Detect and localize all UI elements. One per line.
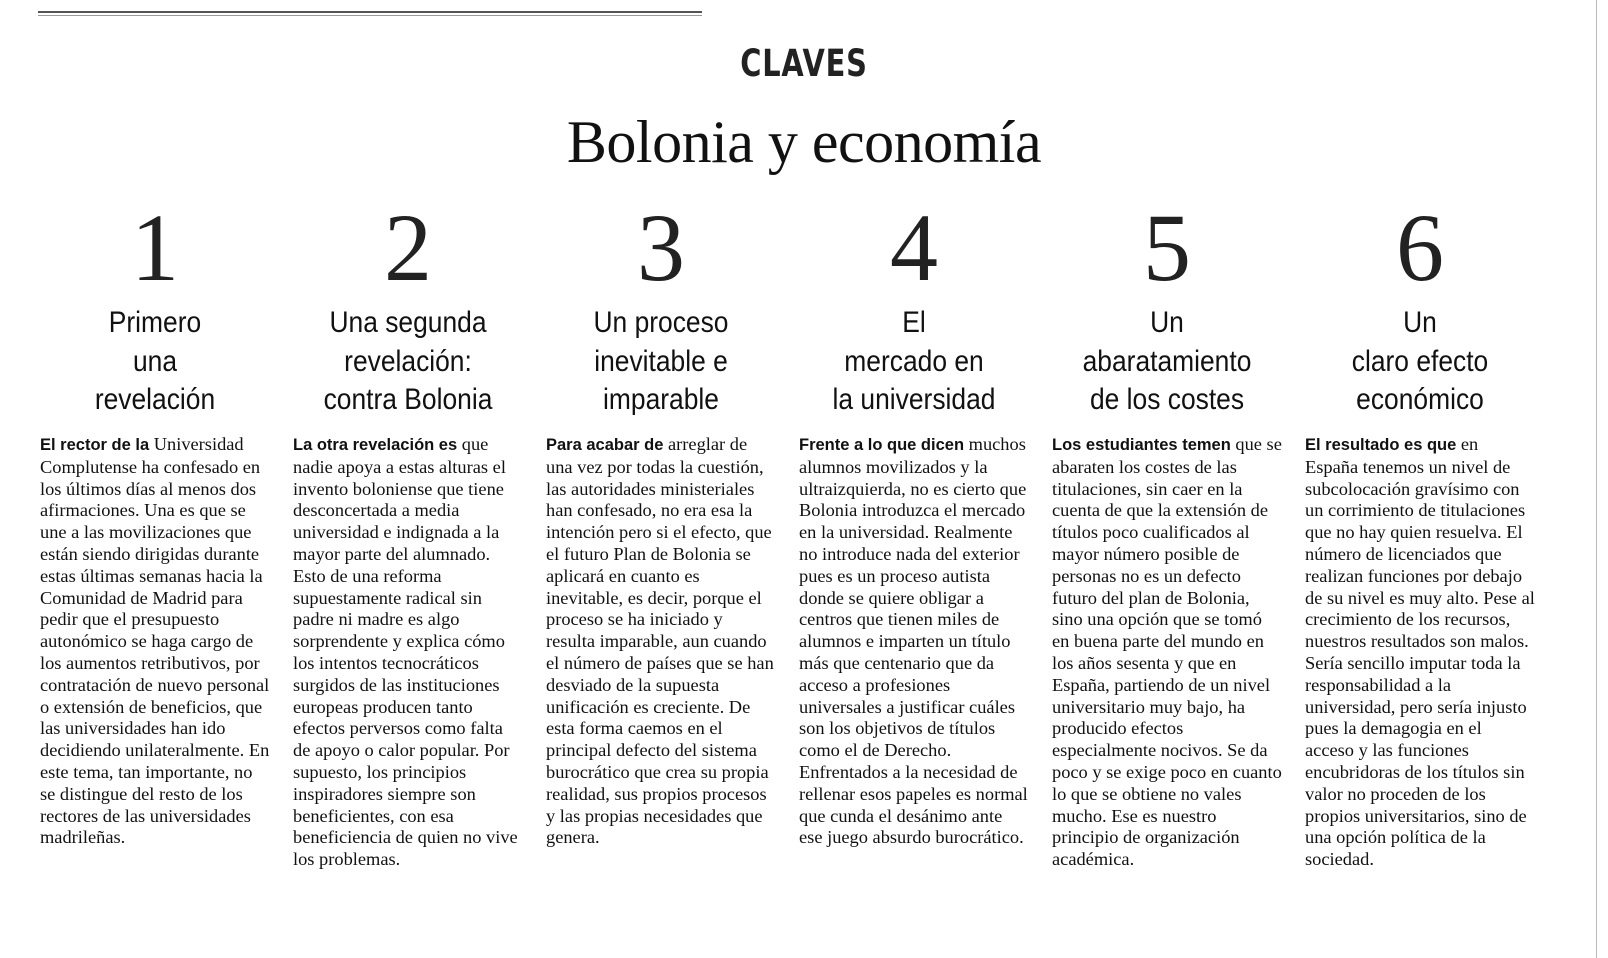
key-title-line: económico	[1356, 383, 1484, 416]
key-column-5	[1052, 194, 1282, 871]
key-title	[1319, 304, 1521, 430]
top-rule	[38, 11, 702, 13]
key-title-line: una	[132, 344, 178, 378]
key-lead-in: Los estudiantes temen	[1052, 436, 1231, 454]
key-title-line: Un	[1403, 306, 1437, 339]
key-title-line: Un	[1150, 306, 1184, 339]
headline: Bolonia y economía	[566, 109, 1042, 175]
key-title-line: revelación	[94, 383, 216, 416]
key-title-line: contra Bolonia	[323, 383, 493, 416]
key-number: 1	[131, 194, 179, 301]
key-title-line: Una segunda	[329, 306, 487, 339]
key-lead-in: Frente a lo que dicen	[799, 436, 965, 454]
top-rule-thin	[38, 15, 702, 16]
key-number: 5	[1143, 194, 1191, 301]
key-lead-in: Para acabar de	[546, 436, 664, 454]
key-text: en España tenemos un nivel de subcolocación gravísimo con un corrimiento de titulaciones que no hay quien resuelva. El número de licenciados que realizan funciones por debajo de su nivel es muy alto. Pese al crecimiento de los recursos, nuestros resultados son malos. Sería sencillo imputar toda la responsabilidad a la universidad, pero sería injusto pues la demagogia en el acceso y las funciones encubridoras de los títulos sin valor no proceden de los propios universitarios, sino de una opción política de la sociedad.	[1305, 434, 1535, 870]
key-title	[307, 304, 509, 430]
key-column-4	[799, 194, 1029, 849]
key-lead-in: El rector de la	[40, 436, 150, 454]
key-body	[293, 434, 523, 871]
key-column-1	[40, 194, 270, 849]
key-text: arreglar de una vez por todas la cuestión, las autoridades ministeriales han confesado, no era esa la intención pero si el efecto, que el futuro Plan de Bolonia se aplicará en cuanto es inevitable, es decir, porque el proceso se ha iniciado y resulta imparable, aun cuando el número de países que se han desviado de la supuesta unificación es creciente. De esta forma caemos en el principal defecto del sistema burocrático que crea su propia realidad, sus propios procesos y las propias necesidades que genera.	[546, 434, 774, 848]
key-title	[54, 304, 256, 430]
key-body	[799, 434, 1029, 849]
key-title-line: El	[902, 306, 926, 339]
key-title	[813, 304, 1015, 430]
key-title-line: la universidad	[832, 383, 996, 416]
key-title-line: claro efecto	[1351, 344, 1489, 378]
key-body	[40, 434, 270, 849]
key-number: 4	[890, 194, 938, 301]
key-column-3	[546, 194, 776, 849]
section-kicker: CLAVES	[740, 42, 868, 85]
key-column-2	[293, 194, 523, 871]
key-column-6	[1305, 194, 1535, 871]
key-number: 2	[384, 194, 432, 301]
key-title-line: abaratamiento	[1082, 344, 1252, 378]
key-title	[1066, 304, 1268, 430]
key-number: 6	[1396, 194, 1444, 301]
key-text: que nadie apoya a estas alturas el invento boloniense que tiene desconcertada a media universidad e indignada a la mayor parte del alumnado. Esto de una reforma supuestamente radical sin padre ni madre es algo sorprendente y explica cómo los intentos tecnocráticos surgidos de las instituciones europeas producen tanto efectos perversos como falta de apoyo o calor popular. Por supuesto, los principios inspiradores siempre son beneficientes, con esa beneficiencia de quien no vive los problemas.	[293, 434, 518, 870]
key-title-line: Un proceso	[593, 306, 729, 339]
key-lead-in: El resultado es que	[1305, 436, 1457, 454]
key-title-line: de los costes	[1089, 383, 1245, 416]
key-title	[560, 304, 762, 430]
key-body	[1305, 434, 1535, 871]
key-title-line: mercado en	[844, 344, 984, 378]
key-body	[546, 434, 776, 849]
key-body	[1052, 434, 1282, 871]
key-text: muchos alumnos movilizados y la ultraizquierda, no es cierto que Bolonia introduzca el mercado en la universidad. Realmente no introduce nada del exterior pues es un proceso autista donde se quiere obligar a centros que tienen miles de alumnos e imparten un título más que centenario que da acceso a profesiones universales a justificar cuáles son los objetivos de títulos como el de Derecho. Enfrentados a la necesidad de rellenar esos papeles es normal que cunda el desánimo ante ese juego absurdo burocrático.	[799, 434, 1028, 848]
key-title-line: imparable	[603, 383, 719, 416]
key-number: 3	[637, 194, 685, 301]
key-text: que se abaraten los costes de las titulaciones, sin caer en la cuenta de que la extensión de títulos poco cualificados al mayor número posible de personas no es un defecto futuro del plan de Bolonia, sino una opción que se tomó en buena parte del mundo en los años sesenta y que en España, partiendo de un nivel universitario muy bajo, ha producido efectos especialmente nocivos. Se da poco y se exige poco en cuanto lo que se obtiene no vales mucho. Ese es nuestro principio de organización académica.	[1052, 434, 1282, 870]
key-title-line: Primero	[108, 306, 202, 339]
key-text: Universidad Complutense ha confesado en los últimos días al menos dos afirmaciones. Una es que se une a las movilizaciones que están siendo dirigidas durante estas últimas semanas hacia la Comunidad de Madrid para pedir que el presupuesto autonómico se haga cargo de los aumentos retributivos, por contratación de nuevo personal o extensión de beneficios, que las universidades han ido decidiendo unilateralmente. En este tema, tan importante, no se distingue del resto de los rectores de las universidades madrileñas.	[40, 434, 270, 848]
key-title-line: revelación:	[344, 344, 472, 378]
key-lead-in: La otra revelación es	[293, 436, 458, 454]
key-title-line: inevitable e	[594, 344, 728, 378]
